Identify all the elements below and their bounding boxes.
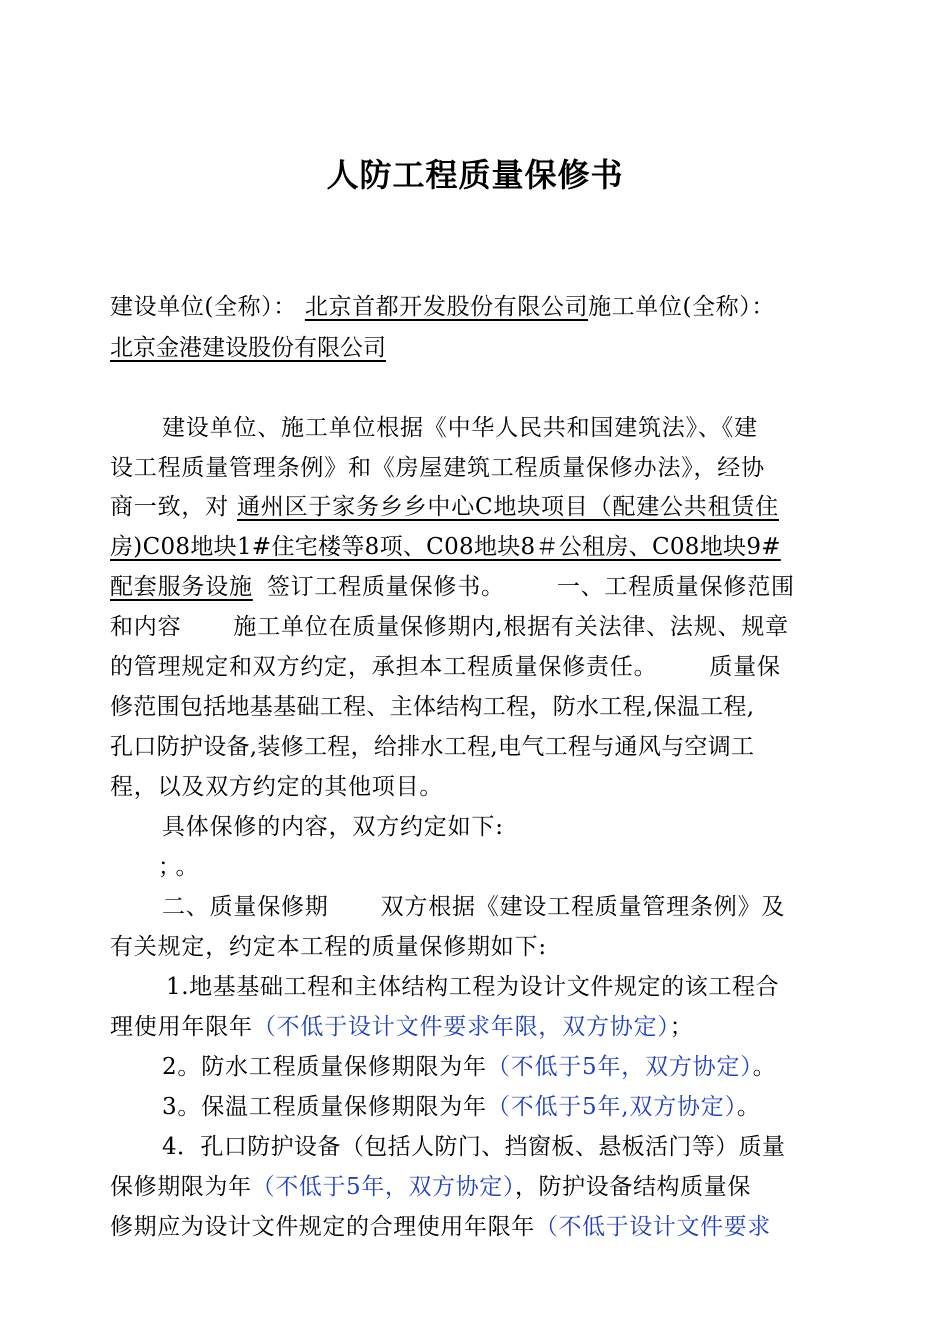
paragraph-line — [110, 1012, 694, 1042]
paragraph-line: ；。 — [158, 854, 205, 880]
note-blue: （不低于5年,双方协定） — [486, 1094, 737, 1120]
note-blue: （不低于5年，双方协定） — [251, 1174, 515, 1200]
document-title: 人防工程质量保修书 — [326, 156, 624, 194]
text-segment: 的管理规定和双方约定，承担本工程质量保修责任。 — [110, 654, 658, 680]
text-segment: 2。防水工程质量保修期限为年 — [162, 1054, 487, 1080]
note-blue: （不低于设计文件要求 — [534, 1214, 771, 1240]
note-blue: （不低于设计文件要求年限，双方协定） — [252, 1014, 670, 1040]
text-segment: 施工单位在质量保修期内,根据有关法律、法规、规章 — [233, 614, 789, 640]
text-segment: ； — [669, 1014, 694, 1040]
paragraph-line — [162, 1052, 776, 1082]
paragraph-line — [110, 572, 795, 602]
text-segment: 保修期限为年 — [110, 1174, 252, 1200]
paragraph-line: 4．孔口防护设备（包括人防门、挡窗板、悬板活门等）质量 — [162, 1134, 786, 1160]
paragraph-line — [162, 1092, 761, 1122]
paragraph-line — [110, 1172, 751, 1202]
line-construction-unit — [110, 292, 775, 322]
text-segment: 修期应为设计文件规定的合理使用年限年 — [110, 1214, 535, 1240]
paragraph-line: 程，以及双方约定的其他项目。 — [110, 774, 444, 800]
paragraph-line: 建设单位、施工单位根据《中华人民共和国建筑法》、《建 — [162, 415, 758, 441]
text-segment: 理使用年限年 — [110, 1014, 253, 1040]
text-segment: 。 — [752, 1054, 777, 1080]
note-blue: （不低于5年，双方协定） — [486, 1054, 753, 1080]
section-heading-scope: 一、工程质量保修范围 — [556, 574, 795, 600]
paragraph-line: 有关规定，约定本工程的质量保修期如下: — [110, 934, 547, 960]
paragraph-line — [110, 652, 781, 682]
paragraph-line: 设工程质量管理条例》和《房屋建筑工程质量保修办法》，经协 — [110, 455, 765, 481]
value-construction-unit: 北京首都开发股份有限公司 — [304, 294, 589, 320]
paragraph-line — [110, 612, 789, 642]
project-name-end: 配套服务设施 — [110, 574, 253, 600]
value-contractor-unit: 北京金港建设股份有限公司 — [110, 335, 386, 361]
paragraph-line — [110, 1212, 771, 1242]
paragraph-line — [110, 492, 779, 522]
paragraph-line — [110, 532, 781, 562]
paragraph-line: 具体保修的内容，双方约定如下: — [162, 814, 504, 840]
text-segment: 签订工程质量保修书。 — [266, 574, 505, 600]
text-segment: 3。保温工程质量保修期限为年 — [162, 1094, 487, 1120]
text-segment: 质量保 — [709, 654, 781, 680]
paragraph-line — [162, 892, 785, 922]
section-heading-period: 二、质量保修期 — [162, 894, 329, 920]
paragraph-line: 孔口防护设备,装修工程，给排水工程,电气工程与通风与空调工 — [110, 734, 755, 760]
paragraph-line: 修范围包括地基基础工程、主体结构工程，防水工程,保温工程, — [110, 694, 755, 720]
line-contractor-name — [110, 333, 386, 363]
text-segment: 。 — [736, 1094, 761, 1120]
label-construction-unit: 建设单位(全称）： — [110, 294, 297, 320]
project-name-cont: 房)C08地块1#住宅楼等8项、C08地块8＃公租房、C08地块9# — [110, 534, 781, 560]
paragraph-line: 1.地基基础工程和主体结构工程为设计文件规定的该工程合 — [166, 974, 780, 1000]
label-contractor-unit: 施工单位(全称）： — [588, 294, 775, 320]
project-name: 通州区于家务乡乡中心C地块项目（配建公共租赁住 — [237, 494, 779, 520]
text-segment: 商一致，对 — [110, 494, 229, 520]
text-segment: ，防护设备结构质量保 — [514, 1174, 751, 1200]
text-segment: 和内容 — [110, 614, 182, 640]
text-segment: 双方根据《建设工程质量管理条例》及 — [380, 894, 786, 920]
